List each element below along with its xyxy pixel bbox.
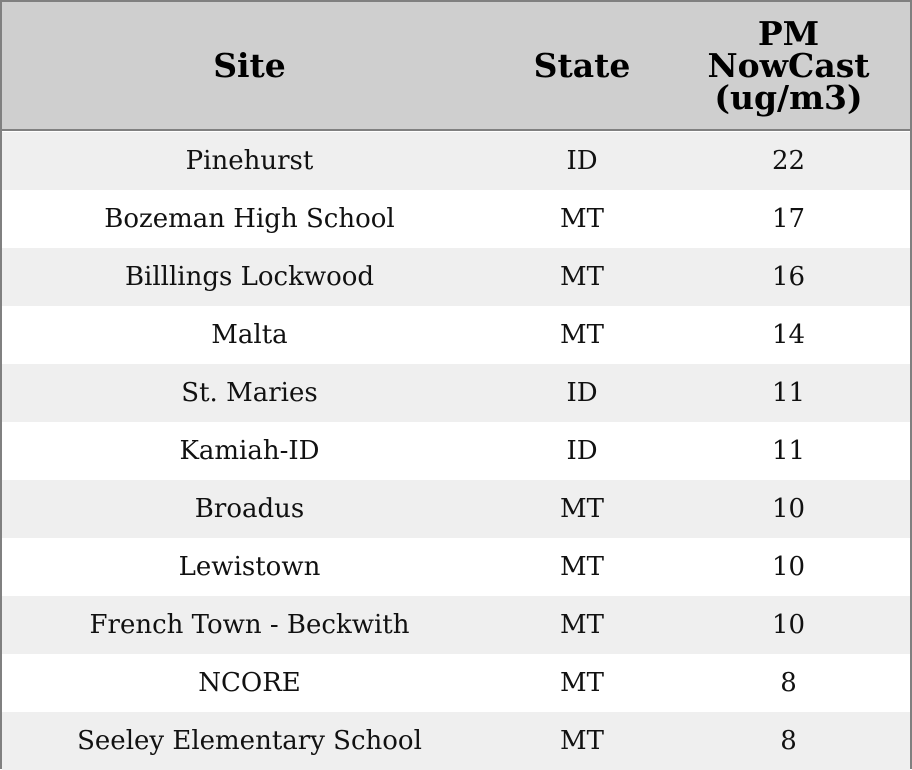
table-row bbox=[2, 480, 910, 538]
cell-site: St. Maries bbox=[181, 378, 318, 408]
cell-pm-value: 10 bbox=[771, 494, 806, 524]
cell-state: MT bbox=[560, 494, 604, 524]
table-row bbox=[2, 538, 910, 596]
cell-state: MT bbox=[560, 262, 604, 292]
pm-header-line-3: (ug/m3) bbox=[714, 77, 863, 117]
column-header-pm-nowcast[interactable] bbox=[667, 2, 910, 129]
cell-pm-value: 11 bbox=[771, 378, 806, 408]
cell-pm-value: 10 bbox=[771, 610, 806, 640]
cell-pm-value: 8 bbox=[780, 726, 797, 756]
pm-header-line-2: NowCast bbox=[707, 45, 870, 85]
table-row bbox=[2, 132, 910, 190]
cell-site: Seeley Elementary School bbox=[77, 726, 422, 756]
table-row bbox=[2, 596, 910, 654]
table-row bbox=[2, 654, 910, 712]
cell-pm-value: 10 bbox=[771, 552, 806, 582]
table-header-row bbox=[2, 2, 910, 131]
cell-site: NCORE bbox=[198, 668, 301, 698]
cell-state: MT bbox=[560, 668, 604, 698]
cell-site: Lewistown bbox=[178, 552, 321, 582]
cell-state: ID bbox=[566, 436, 598, 466]
cell-pm-value: 8 bbox=[780, 668, 797, 698]
cell-pm-value: 11 bbox=[771, 436, 806, 466]
column-header-state[interactable]: State bbox=[533, 45, 631, 85]
table-row bbox=[2, 190, 910, 248]
pm-header-line-1: PM bbox=[757, 13, 820, 53]
cell-state: MT bbox=[560, 204, 604, 234]
cell-pm-value: 22 bbox=[771, 146, 806, 176]
table-row bbox=[2, 712, 910, 770]
cell-site: Broadus bbox=[194, 494, 305, 524]
table-row bbox=[2, 422, 910, 480]
cell-pm-value: 16 bbox=[771, 262, 806, 292]
column-header-site[interactable]: Site bbox=[213, 45, 286, 85]
cell-site: Malta bbox=[211, 320, 288, 350]
cell-state: MT bbox=[560, 320, 604, 350]
table-row bbox=[2, 306, 910, 364]
cell-site: Billlings Lockwood bbox=[124, 262, 375, 292]
cell-site: Bozeman High School bbox=[104, 204, 395, 234]
cell-state: MT bbox=[560, 726, 604, 756]
table-row bbox=[2, 248, 910, 306]
table-row bbox=[2, 364, 910, 422]
cell-site: French Town - Beckwith bbox=[89, 610, 410, 640]
cell-state: ID bbox=[566, 146, 598, 176]
cell-site: Pinehurst bbox=[185, 146, 314, 176]
cell-pm-value: 14 bbox=[771, 320, 806, 350]
table-body bbox=[2, 132, 910, 770]
cell-state: MT bbox=[560, 610, 604, 640]
cell-state: ID bbox=[566, 378, 598, 408]
cell-pm-value: 17 bbox=[771, 204, 806, 234]
cell-state: MT bbox=[560, 552, 604, 582]
cell-site: Kamiah-ID bbox=[179, 436, 320, 466]
